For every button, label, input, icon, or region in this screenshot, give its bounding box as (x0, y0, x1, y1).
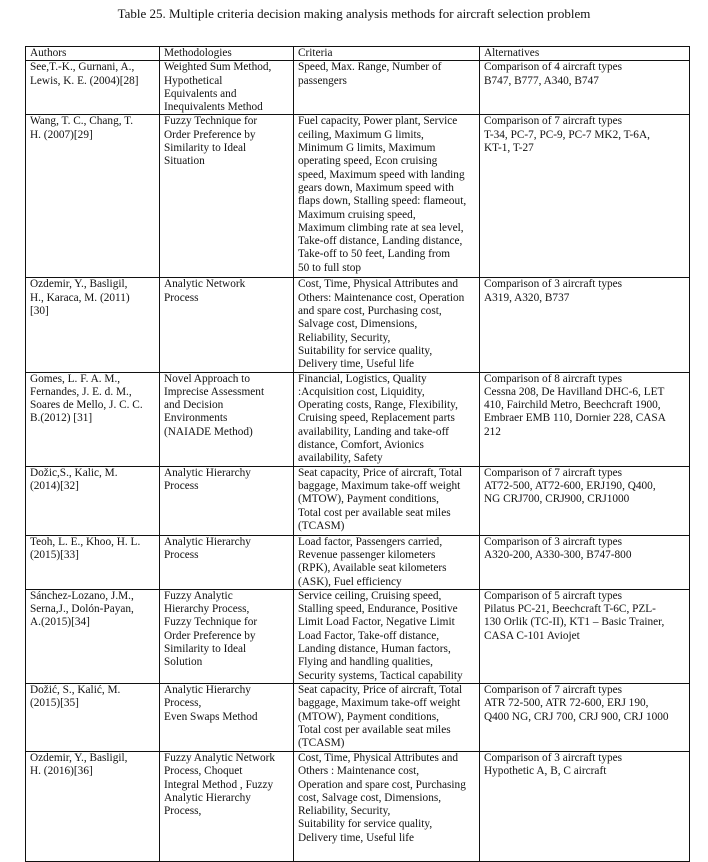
cell-methods: Fuzzy Analytic Network Process, Choquet Integral Method , Fuzzy Analytic Hierarchy Process, (160, 751, 294, 861)
cell-authors: Dožić, S., Kalić, M. (2015)[35] (26, 683, 160, 751)
cell-criteria: Seat capacity, Price of aircraft, Total baggage, Maximum take-off weight (MTOW), Payment conditions, Total cost per available seat miles (TCASM) (294, 683, 480, 751)
cell-methods: Weighted Sum Method, Hypothetical Equivalents and Inequivalents Method (160, 61, 294, 115)
cell-authors: Teoh, L. E., Khoo, H. L. (2015)[33] (26, 535, 160, 589)
cell-authors: Dožic,S., Kalic, M. (2014)[32] (26, 466, 160, 535)
table-row (26, 372, 690, 466)
table-row (26, 278, 690, 372)
table-header-row (26, 47, 690, 61)
header-criteria: Criteria (294, 47, 480, 61)
cell-authors: Wang, T. C., Chang, T. H. (2007)[29] (26, 115, 160, 278)
cell-alternatives: Comparison of 8 aircraft types Cessna 208, De Havilland DHC-6, LET 410, Fairchild Metro, Beechcraft 1900, Embraer EMB 110, Dornier 228, CASA 212 (480, 372, 690, 466)
cell-authors: Ozdemir, Y., Basligil, H., Karaca, M. (2011) [30] (26, 278, 160, 372)
cell-criteria: Load factor, Passengers carried, Revenue passenger kilometers (RPK), Available seat kilometers (ASK), Fuel efficiency (294, 535, 480, 589)
cell-criteria: Speed, Max. Range, Number of passengers (294, 61, 480, 115)
cell-alternatives: Comparison of 7 aircraft types T-34, PC-7, PC-9, PC-7 MK2, T-6A, KT-1, T-27 (480, 115, 690, 278)
cell-authors: See,T.-K., Gurnani, A., Lewis, K. E. (2004)[28] (26, 61, 160, 115)
cell-criteria: Cost, Time, Physical Attributes and Others: Maintenance cost, Operation and spare cost, Purchasing cost, Salvage cost, Dimensions, Reliability, Security, Suitability for service quality, Delivery time, Useful life (294, 278, 480, 372)
cell-alternatives: Comparison of 5 aircraft types Pilatus PC-21, Beechcraft T-6C, PZL- 130 Orlik (TC-II), KT1 – Basic Trainer, CASA C-101 Aviojet (480, 589, 690, 683)
cell-criteria: Financial, Logistics, Quality :Acquisition cost, Liquidity, Operating costs, Range, Flexibility, Cruising speed, Replacement parts availability, Landing and take-off distance, Comfort, Avionics availability, Safety (294, 372, 480, 466)
table-row (26, 466, 690, 535)
header-authors: Authors (26, 47, 160, 61)
table-row (26, 535, 690, 589)
mcdm-methods-table (25, 46, 690, 862)
cell-criteria: Seat capacity, Price of aircraft, Total baggage, Maximum take-off weight (MTOW), Payment conditions, Total cost per available seat miles (TCASM) (294, 466, 480, 535)
cell-criteria: Fuel capacity, Power plant, Service ceiling, Maximum G limits, Minimum G limits, Maximum operating speed, Econ cruising speed, Maximum speed with landing gears down, Maximum speed with flaps down, Stalling speed: flameout, Maximum cruising speed, Maximum climbing rate at sea level, Take-off distance, Landing distance, Take-off to 50 feet, Landing from 50 to full stop (294, 115, 480, 278)
cell-methods: Fuzzy Technique for Order Preference by Similarity to Ideal Situation (160, 115, 294, 278)
table-row (26, 683, 690, 751)
cell-authors: Gomes, L. F. A. M., Fernandes, J. E. d. M., Soares de Mello, J. C. C. B.(2012) [31] (26, 372, 160, 466)
header-methodologies: Methodologies (160, 47, 294, 61)
cell-methods: Analytic Hierarchy Process (160, 466, 294, 535)
table-row (26, 115, 690, 278)
table-row (26, 589, 690, 683)
table-row (26, 751, 690, 861)
cell-criteria: Cost, Time, Physical Attributes and Others : Maintenance cost, Operation and spare cost, Purchasing cost, Salvage cost, Dimensions, Reliability, Security, Suitability for service quality, Delivery time, Useful life (294, 751, 480, 861)
cell-authors: Sánchez-Lozano, J.M., Serna,J., Dolón-Payan, A.(2015)[34] (26, 589, 160, 683)
cell-methods: Analytic Hierarchy Process (160, 535, 294, 589)
cell-methods: Fuzzy Analytic Hierarchy Process, Fuzzy Technique for Order Preference by Similarity to Ideal Solution (160, 589, 294, 683)
cell-alternatives: Comparison of 7 aircraft types ATR 72-500, ATR 72-600, ERJ 190, Q400 NG, CRJ 700, CRJ 900, CRJ 1000 (480, 683, 690, 751)
table-row (26, 61, 690, 115)
cell-methods: Novel Approach to Imprecise Assessment and Decision Environments (NAIADE Method) (160, 372, 294, 466)
cell-methods: Analytic Network Process (160, 278, 294, 372)
cell-alternatives: Comparison of 3 aircraft types Hypothetic A, B, C aircraft (480, 751, 690, 861)
cell-alternatives: Comparison of 3 aircraft types A320-200, A330-300, B747-800 (480, 535, 690, 589)
cell-alternatives: Comparison of 3 aircraft types A319, A320, B737 (480, 278, 690, 372)
cell-methods: Analytic Hierarchy Process, Even Swaps Method (160, 683, 294, 751)
cell-authors: Ozdemir, Y., Basligil, H. (2016)[36] (26, 751, 160, 861)
cell-alternatives: Comparison of 7 aircraft types AT72-500, AT72-600, ERJ190, Q400, NG CRJ700, CRJ900, CRJ1000 (480, 466, 690, 535)
header-alternatives: Alternatives (480, 47, 690, 61)
cell-alternatives: Comparison of 4 aircraft types B747, B777, A340, B747 (480, 61, 690, 115)
cell-criteria: Service ceiling, Cruising speed, Stalling speed, Endurance, Positive Limit Load Factor, Negative Limit Load Factor, Take-off distance, Landing distance, Human factors, Flying and handling qualities, Security systems, Tactical capability (294, 589, 480, 683)
table-title: Table 25. Multiple criteria decision making analysis methods for aircraft selection problem (117, 6, 591, 21)
